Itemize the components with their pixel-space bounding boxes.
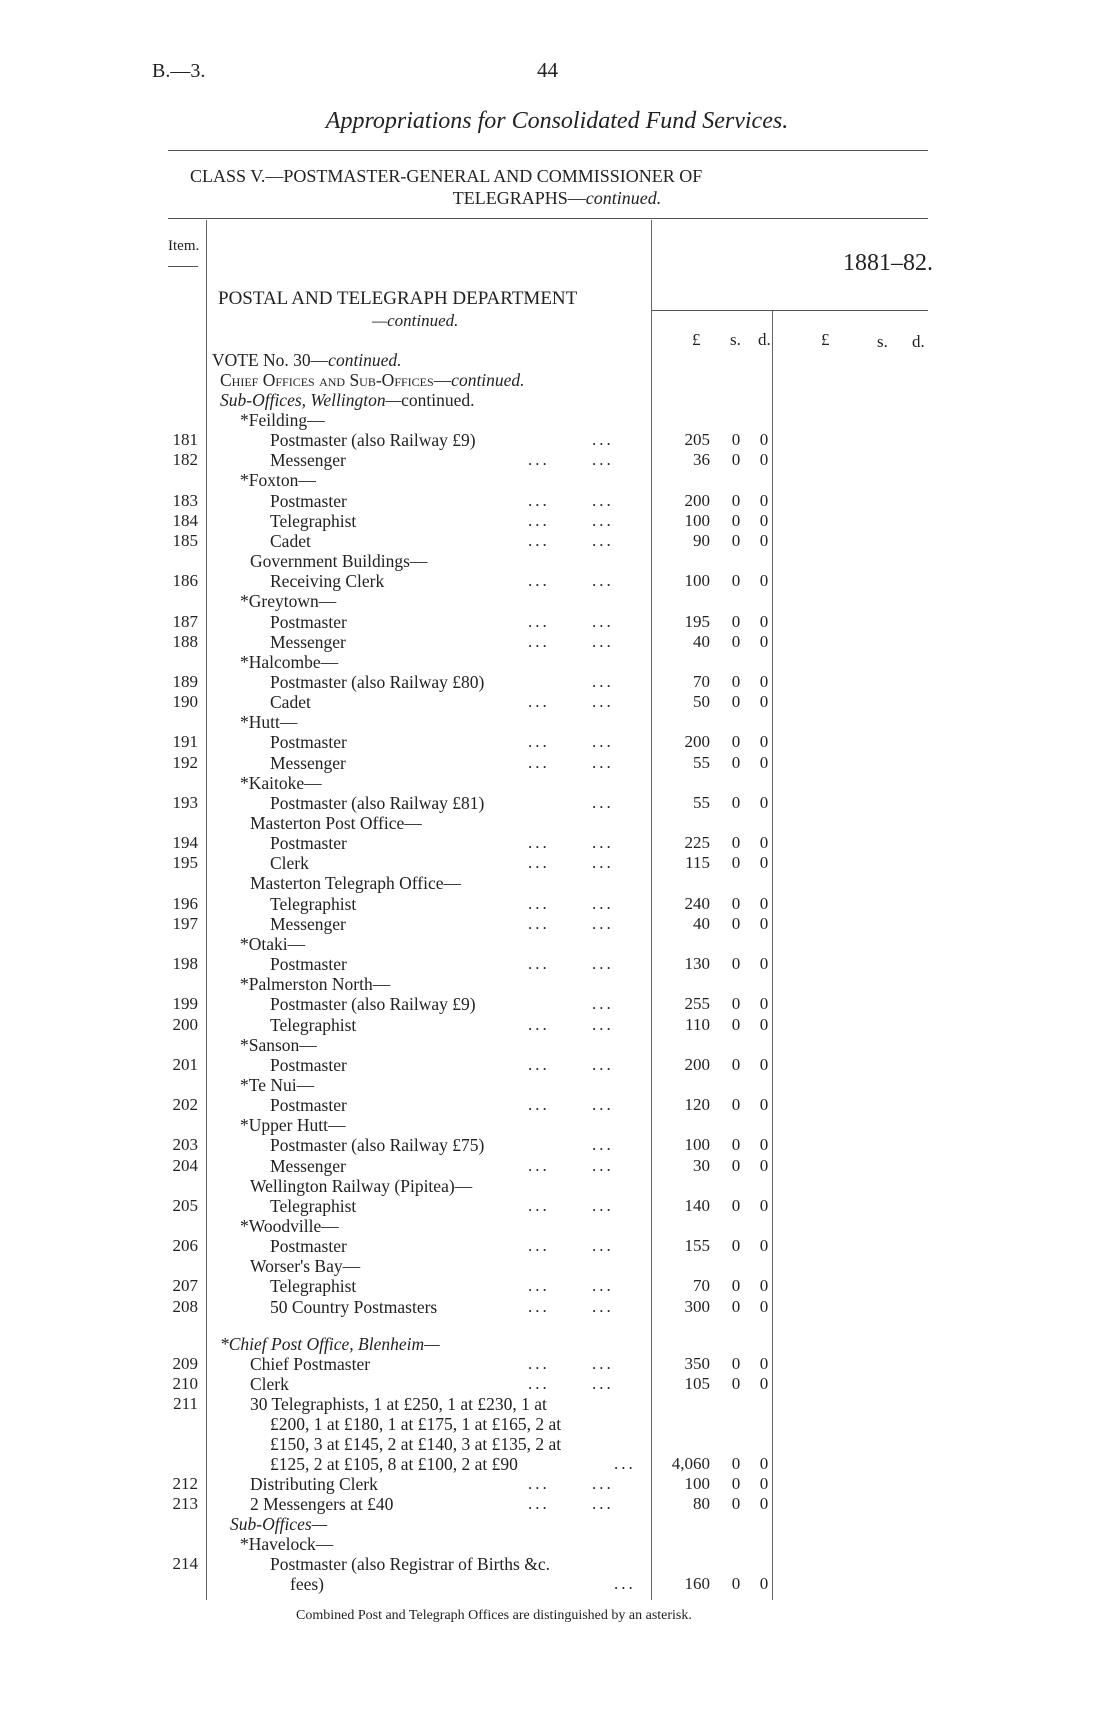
amount-shillings: 0 bbox=[731, 490, 741, 510]
amount-pounds: 90 bbox=[693, 530, 710, 550]
item-description: Postmaster bbox=[270, 1054, 347, 1075]
year-header: 1881–82. bbox=[843, 250, 933, 276]
amount-pounds: 130 bbox=[684, 954, 710, 974]
leader-dots: ... bbox=[592, 611, 614, 631]
leader-dots: ... bbox=[528, 913, 550, 933]
leader-dots: ... bbox=[528, 1195, 550, 1215]
leader-dots: ... bbox=[592, 732, 614, 752]
amount-pounds: 70 bbox=[693, 671, 710, 691]
amount-pounds: 155 bbox=[684, 1236, 710, 1256]
amount-pounds: 4,060 bbox=[671, 1454, 710, 1473]
office-heading: Worser's Bay— bbox=[250, 1256, 361, 1277]
amount-shillings: 0 bbox=[731, 1155, 741, 1175]
item-underline bbox=[168, 266, 198, 267]
item-description: Messenger bbox=[270, 1155, 346, 1176]
class-heading-line2: TELEGRAPHS—continued. bbox=[452, 188, 662, 208]
class-heading-line1: CLASS V.—POSTMASTER-GENERAL AND COMMISSIONER OF bbox=[190, 166, 703, 186]
leader-dots: ... bbox=[528, 1014, 550, 1034]
amount-pence: 0 bbox=[759, 530, 769, 550]
amount-shillings: 0 bbox=[731, 752, 741, 772]
amount-pounds: 200 bbox=[684, 732, 710, 752]
leader-dots: ... bbox=[528, 732, 550, 752]
leader-dots: ... bbox=[592, 1236, 614, 1256]
item-description: Postmaster bbox=[270, 833, 347, 854]
leader-dots: ... bbox=[528, 853, 550, 873]
item-number: 185 bbox=[172, 530, 198, 550]
item-number: 211 bbox=[173, 1394, 198, 1413]
amount-shillings: 0 bbox=[731, 611, 741, 631]
leader-dots: ... bbox=[592, 571, 614, 591]
amount-pence: 0 bbox=[759, 1155, 769, 1175]
item-description: Cadet bbox=[270, 530, 311, 551]
amount-shillings: 0 bbox=[731, 1236, 741, 1256]
leader-dots: ... bbox=[592, 1296, 614, 1316]
amount-pence: 0 bbox=[759, 1095, 769, 1115]
amount-shillings: 0 bbox=[731, 1374, 741, 1393]
item-number: 204 bbox=[172, 1155, 198, 1175]
leader-dots: ... bbox=[592, 490, 614, 510]
item-number: 190 bbox=[172, 692, 198, 712]
pound-header: £ bbox=[692, 330, 701, 349]
item-number: 182 bbox=[172, 450, 198, 470]
leader-dots: ... bbox=[592, 853, 614, 873]
amount-pounds: 350 bbox=[684, 1354, 710, 1373]
leader-dots: ... bbox=[592, 893, 614, 913]
amount-pence: 0 bbox=[759, 954, 769, 974]
item-number: 205 bbox=[172, 1195, 198, 1215]
leader-dots: ... bbox=[614, 1574, 636, 1593]
amount-pounds: 55 bbox=[693, 752, 710, 772]
amount-pence: 0 bbox=[759, 1574, 769, 1593]
item-number: 207 bbox=[172, 1276, 198, 1296]
amount-shillings: 0 bbox=[731, 792, 741, 812]
item-number: 201 bbox=[172, 1054, 198, 1074]
amount-shillings: 0 bbox=[731, 732, 741, 752]
pound-header-total: £ bbox=[821, 330, 830, 349]
amount-shillings: 0 bbox=[731, 1296, 741, 1316]
item-number: 193 bbox=[172, 792, 198, 812]
item-number: 188 bbox=[172, 631, 198, 651]
telegraphists-line1: 30 Telegraphists, 1 at £250, 1 at £230, 1 at bbox=[250, 1394, 547, 1414]
leader-dots: ... bbox=[592, 833, 614, 853]
amount-shillings: 0 bbox=[731, 430, 741, 450]
item-description: 50 Country Postmasters bbox=[270, 1296, 438, 1317]
leader-dots: ... bbox=[528, 1494, 550, 1513]
amount-pounds: 240 bbox=[684, 893, 710, 913]
amount-pence: 0 bbox=[759, 450, 769, 470]
office-heading: *Palmerston North— bbox=[240, 974, 391, 995]
leader-dots: ... bbox=[528, 752, 550, 772]
telegraphists-line4: £125, 2 at £105, 8 at £100, 2 at £90 bbox=[270, 1454, 518, 1474]
amount-shillings: 0 bbox=[731, 1494, 741, 1513]
amount-shillings: 0 bbox=[731, 631, 741, 651]
vote-heading: VOTE No. 30—continued. bbox=[212, 350, 402, 370]
item-number: 184 bbox=[172, 510, 198, 530]
item-number: 194 bbox=[172, 833, 198, 853]
leader-dots: ... bbox=[592, 752, 614, 772]
leader-dots: ... bbox=[592, 692, 614, 712]
leader-dots: ... bbox=[528, 1276, 550, 1296]
office-heading: *Feilding— bbox=[240, 410, 325, 430]
telegraphists-line2: £200, 1 at £180, 1 at £175, 1 at £165, 2 at bbox=[270, 1414, 562, 1434]
amount-pounds: 100 bbox=[684, 1474, 710, 1493]
leader-dots: ... bbox=[592, 1054, 614, 1074]
amount-pence: 0 bbox=[759, 1014, 769, 1034]
item-number: 214 bbox=[172, 1554, 198, 1573]
item-number: 206 bbox=[172, 1236, 198, 1256]
leader-dots: ... bbox=[528, 1095, 550, 1115]
leader-dots: ... bbox=[592, 1195, 614, 1215]
amount-pounds: 300 bbox=[684, 1296, 710, 1316]
item-description: Cadet bbox=[270, 692, 311, 713]
item-description: Chief Postmaster bbox=[250, 1354, 371, 1374]
amount-shillings: 0 bbox=[731, 893, 741, 913]
amount-pence: 0 bbox=[759, 833, 769, 853]
item-column-header: Item. bbox=[168, 238, 200, 254]
office-heading: *Te Nui— bbox=[240, 1074, 315, 1095]
page-title: Appropriations for Consolidated Fund Services. bbox=[325, 108, 789, 134]
sub-offices-heading-2: Sub-Offices— bbox=[230, 1514, 328, 1534]
item-description: Distributing Clerk bbox=[250, 1474, 378, 1494]
item-number: 187 bbox=[172, 611, 198, 631]
leader-dots: ... bbox=[528, 490, 550, 510]
amount-pence: 0 bbox=[759, 913, 769, 933]
amount-pence: 0 bbox=[759, 611, 769, 631]
amount-pence: 0 bbox=[759, 1474, 769, 1493]
item-description: Messenger bbox=[270, 913, 346, 934]
item-description: Messenger bbox=[270, 752, 346, 773]
item-description: Postmaster bbox=[270, 732, 347, 753]
amount-shillings: 0 bbox=[731, 1454, 741, 1473]
item-description: Telegraphist bbox=[270, 1014, 357, 1035]
amount-shillings: 0 bbox=[731, 954, 741, 974]
item-number: 200 bbox=[172, 1014, 198, 1034]
item-description: 2 Messengers at £40 bbox=[250, 1494, 394, 1514]
office-heading: Masterton Post Office— bbox=[250, 813, 422, 833]
title-rule bbox=[168, 150, 928, 151]
leader-dots: ... bbox=[528, 1155, 550, 1175]
item-number: 196 bbox=[172, 893, 198, 913]
item-number: 212 bbox=[172, 1474, 198, 1493]
amount-column-rule bbox=[772, 310, 773, 1600]
item-description: Postmaster (also Railway £80) bbox=[270, 671, 485, 692]
item-number: 213 bbox=[172, 1494, 198, 1513]
item-number: 202 bbox=[172, 1095, 198, 1115]
leader-dots: ... bbox=[528, 692, 550, 712]
office-heading: *Otaki— bbox=[240, 933, 306, 954]
leader-dots: ... bbox=[528, 1474, 550, 1493]
amount-pounds: 140 bbox=[684, 1195, 710, 1215]
leader-dots: ... bbox=[528, 893, 550, 913]
office-heading: *Halcombe— bbox=[240, 651, 339, 672]
item-number: 208 bbox=[172, 1296, 198, 1316]
amount-shillings: 0 bbox=[731, 1474, 741, 1493]
leader-dots: ... bbox=[592, 1155, 614, 1175]
leader-dots: ... bbox=[528, 1054, 550, 1074]
amount-pounds: 100 bbox=[684, 1135, 710, 1155]
leader-dots: ... bbox=[528, 1374, 550, 1393]
year-rule bbox=[652, 310, 928, 311]
item-description: Telegraphist bbox=[270, 1276, 357, 1297]
amount-pence: 0 bbox=[759, 732, 769, 752]
leader-dots: ... bbox=[592, 671, 614, 691]
amount-pounds: 100 bbox=[684, 510, 710, 530]
amount-shillings: 0 bbox=[731, 692, 741, 712]
header-rule bbox=[168, 218, 928, 219]
item-description: Telegraphist bbox=[270, 1195, 357, 1216]
office-heading: *Woodville— bbox=[240, 1216, 339, 1236]
leader-dots: ... bbox=[528, 1354, 550, 1373]
item-description: Postmaster (also Railway £81) bbox=[270, 792, 485, 813]
item-number: 186 bbox=[172, 571, 198, 591]
leader-dots: ... bbox=[592, 450, 614, 470]
amount-shillings: 0 bbox=[731, 833, 741, 853]
amount-pounds: 200 bbox=[684, 490, 710, 510]
leader-dots: ... bbox=[592, 510, 614, 530]
item-number: 181 bbox=[172, 430, 198, 450]
leader-dots: ... bbox=[528, 571, 550, 591]
item-description: Telegraphist bbox=[270, 893, 357, 914]
office-heading: *Upper Hutt— bbox=[240, 1115, 346, 1136]
document-reference: B.—3. bbox=[152, 60, 206, 82]
item-description: Postmaster bbox=[270, 490, 347, 511]
amount-pence: 0 bbox=[759, 1276, 769, 1296]
item-number: 203 bbox=[172, 1135, 198, 1155]
item-description: Postmaster bbox=[270, 954, 347, 975]
leader-dots: ... bbox=[592, 1135, 614, 1155]
amount-pence: 0 bbox=[759, 430, 769, 450]
office-heading: *Sanson— bbox=[240, 1034, 317, 1055]
amount-shillings: 0 bbox=[731, 853, 741, 873]
amount-pounds: 255 bbox=[684, 994, 710, 1014]
item-number: 192 bbox=[172, 752, 198, 772]
item-description: Messenger bbox=[270, 450, 346, 471]
amount-pence: 0 bbox=[759, 1296, 769, 1316]
amount-pence: 0 bbox=[759, 1054, 769, 1074]
department-heading: POSTAL AND TELEGRAPH DEPARTMENT bbox=[218, 288, 578, 309]
amount-pounds: 100 bbox=[684, 571, 710, 591]
amount-pounds: 70 bbox=[693, 1276, 710, 1296]
amount-pounds: 200 bbox=[684, 1054, 710, 1074]
page-number: 44 bbox=[537, 58, 558, 82]
item-number: 195 bbox=[172, 853, 198, 873]
item-description: Postmaster bbox=[270, 611, 347, 632]
amount-pence: 0 bbox=[759, 490, 769, 510]
item-number: 198 bbox=[172, 954, 198, 974]
amount-pounds: 105 bbox=[684, 1374, 710, 1393]
amount-pounds: 160 bbox=[684, 1574, 710, 1593]
office-heading: *Kaitoke— bbox=[240, 772, 322, 793]
amount-shillings: 0 bbox=[731, 530, 741, 550]
amount-pounds: 110 bbox=[685, 1014, 710, 1034]
item-description: Messenger bbox=[270, 631, 346, 652]
amount-pounds: 225 bbox=[684, 833, 710, 853]
leader-dots: ... bbox=[592, 631, 614, 651]
office-heading: *Hutt— bbox=[240, 712, 298, 733]
amount-shillings: 0 bbox=[731, 510, 741, 530]
leader-dots: ... bbox=[592, 1494, 614, 1513]
amount-pounds: 205 bbox=[684, 430, 710, 450]
amount-pence: 0 bbox=[759, 893, 769, 913]
amount-pence: 0 bbox=[759, 1354, 769, 1373]
amount-pounds: 30 bbox=[693, 1155, 710, 1175]
leader-dots: ... bbox=[592, 1276, 614, 1296]
amount-shillings: 0 bbox=[731, 571, 741, 591]
leader-dots: ... bbox=[592, 1354, 614, 1373]
amount-shillings: 0 bbox=[731, 1195, 741, 1215]
footnote: Combined Post and Telegraph Offices are distinguished by an asterisk. bbox=[296, 1608, 692, 1623]
telegraphists-line3: £150, 3 at £145, 2 at £140, 3 at £135, 2 at bbox=[270, 1434, 562, 1454]
leader-dots: ... bbox=[592, 913, 614, 933]
item-number: 183 bbox=[172, 490, 198, 510]
amount-shillings: 0 bbox=[731, 1574, 741, 1593]
amount-pounds: 195 bbox=[684, 611, 710, 631]
item-description: Clerk bbox=[270, 853, 309, 874]
amount-shillings: 0 bbox=[731, 994, 741, 1014]
amount-pence: 0 bbox=[759, 692, 769, 712]
havelock-line1: Postmaster (also Registrar of Births &c. bbox=[270, 1554, 550, 1574]
item-number: 197 bbox=[172, 913, 198, 933]
amount-pence: 0 bbox=[759, 671, 769, 691]
leader-dots: ... bbox=[528, 1296, 550, 1316]
leader-dots: ... bbox=[528, 1236, 550, 1256]
amount-shillings: 0 bbox=[731, 450, 741, 470]
amount-pence: 0 bbox=[759, 510, 769, 530]
amount-pounds: 40 bbox=[693, 913, 710, 933]
office-heading: Masterton Telegraph Office— bbox=[250, 873, 461, 894]
department-continued: —continued. bbox=[372, 311, 459, 330]
amount-pence: 0 bbox=[759, 571, 769, 591]
item-number: 199 bbox=[172, 994, 198, 1014]
amount-shillings: 0 bbox=[731, 913, 741, 933]
leader-dots: ... bbox=[528, 530, 550, 550]
leader-dots: ... bbox=[592, 1095, 614, 1115]
leader-dots: ... bbox=[528, 611, 550, 631]
amount-shillings: 0 bbox=[731, 671, 741, 691]
leader-dots: ... bbox=[528, 510, 550, 530]
amount-pounds: 115 bbox=[685, 853, 710, 873]
leader-dots: ... bbox=[528, 954, 550, 974]
shilling-header-total: s. bbox=[877, 332, 888, 351]
havelock-line2: fees) bbox=[290, 1574, 325, 1594]
chief-offices-heading: Chief Offices and Sub-Offices—continued. bbox=[220, 370, 525, 390]
amount-pence: 0 bbox=[759, 1374, 769, 1393]
amount-pence: 0 bbox=[759, 1494, 769, 1513]
amount-pence: 0 bbox=[759, 631, 769, 651]
item-description: Postmaster (also Railway £9) bbox=[270, 994, 476, 1015]
amount-shillings: 0 bbox=[731, 1135, 741, 1155]
havelock-heading: *Havelock— bbox=[240, 1534, 334, 1554]
amount-pence: 0 bbox=[759, 1135, 769, 1155]
pence-header: d. bbox=[758, 330, 771, 349]
leader-dots: ... bbox=[592, 1374, 614, 1393]
amount-pence: 0 bbox=[759, 853, 769, 873]
leader-dots: ... bbox=[528, 833, 550, 853]
leader-dots: ... bbox=[592, 954, 614, 974]
item-number: 210 bbox=[172, 1374, 198, 1393]
office-heading: Wellington Railway (Pipitea)— bbox=[250, 1175, 473, 1196]
leader-dots: ... bbox=[592, 994, 614, 1014]
amount-pence: 0 bbox=[759, 792, 769, 812]
office-heading: *Greytown— bbox=[240, 591, 337, 612]
shilling-header: s. bbox=[730, 330, 741, 349]
item-number: 189 bbox=[172, 671, 198, 691]
sub-offices-heading: Sub-Offices, Wellington—continued. bbox=[220, 390, 475, 410]
leader-dots: ... bbox=[614, 1454, 636, 1473]
office-heading: Government Buildings— bbox=[250, 551, 428, 572]
item-description: Clerk bbox=[250, 1374, 289, 1394]
item-number: 209 bbox=[172, 1354, 198, 1373]
amount-pounds: 80 bbox=[693, 1494, 710, 1513]
office-heading: *Foxton— bbox=[240, 470, 316, 491]
amount-shillings: 0 bbox=[731, 1014, 741, 1034]
item-description: Postmaster bbox=[270, 1095, 347, 1116]
leader-dots: ... bbox=[528, 631, 550, 651]
leader-dots: ... bbox=[528, 450, 550, 470]
leader-dots: ... bbox=[592, 1014, 614, 1034]
amount-shillings: 0 bbox=[731, 1095, 741, 1115]
amount-pounds: 36 bbox=[693, 450, 710, 470]
description-column-rule bbox=[651, 220, 652, 1600]
amount-pence: 0 bbox=[759, 1454, 769, 1473]
item-column-rule bbox=[206, 220, 207, 1600]
leader-dots: ... bbox=[592, 1474, 614, 1493]
item-description: Telegraphist bbox=[270, 510, 357, 531]
amount-shillings: 0 bbox=[731, 1276, 741, 1296]
amount-pence: 0 bbox=[759, 1195, 769, 1215]
amount-pounds: 40 bbox=[693, 631, 710, 651]
item-description: Postmaster bbox=[270, 1236, 347, 1257]
item-number: 191 bbox=[172, 732, 198, 752]
blenheim-heading: *Chief Post Office, Blenheim— bbox=[220, 1334, 440, 1354]
item-description: Receiving Clerk bbox=[270, 571, 385, 592]
amount-shillings: 0 bbox=[731, 1354, 741, 1373]
amount-pence: 0 bbox=[759, 1236, 769, 1256]
leader-dots: ... bbox=[592, 530, 614, 550]
amount-pence: 0 bbox=[759, 994, 769, 1014]
amount-shillings: 0 bbox=[731, 1054, 741, 1074]
pence-header-total: d. bbox=[912, 332, 925, 351]
amount-pounds: 55 bbox=[693, 792, 710, 812]
leader-dots: ... bbox=[592, 430, 614, 450]
amount-pence: 0 bbox=[759, 752, 769, 772]
amount-pounds: 50 bbox=[693, 692, 710, 712]
item-description: Postmaster (also Railway £9) bbox=[270, 430, 476, 451]
amount-pounds: 120 bbox=[684, 1095, 710, 1115]
item-description: Postmaster (also Railway £75) bbox=[270, 1135, 485, 1156]
leader-dots: ... bbox=[592, 792, 614, 812]
